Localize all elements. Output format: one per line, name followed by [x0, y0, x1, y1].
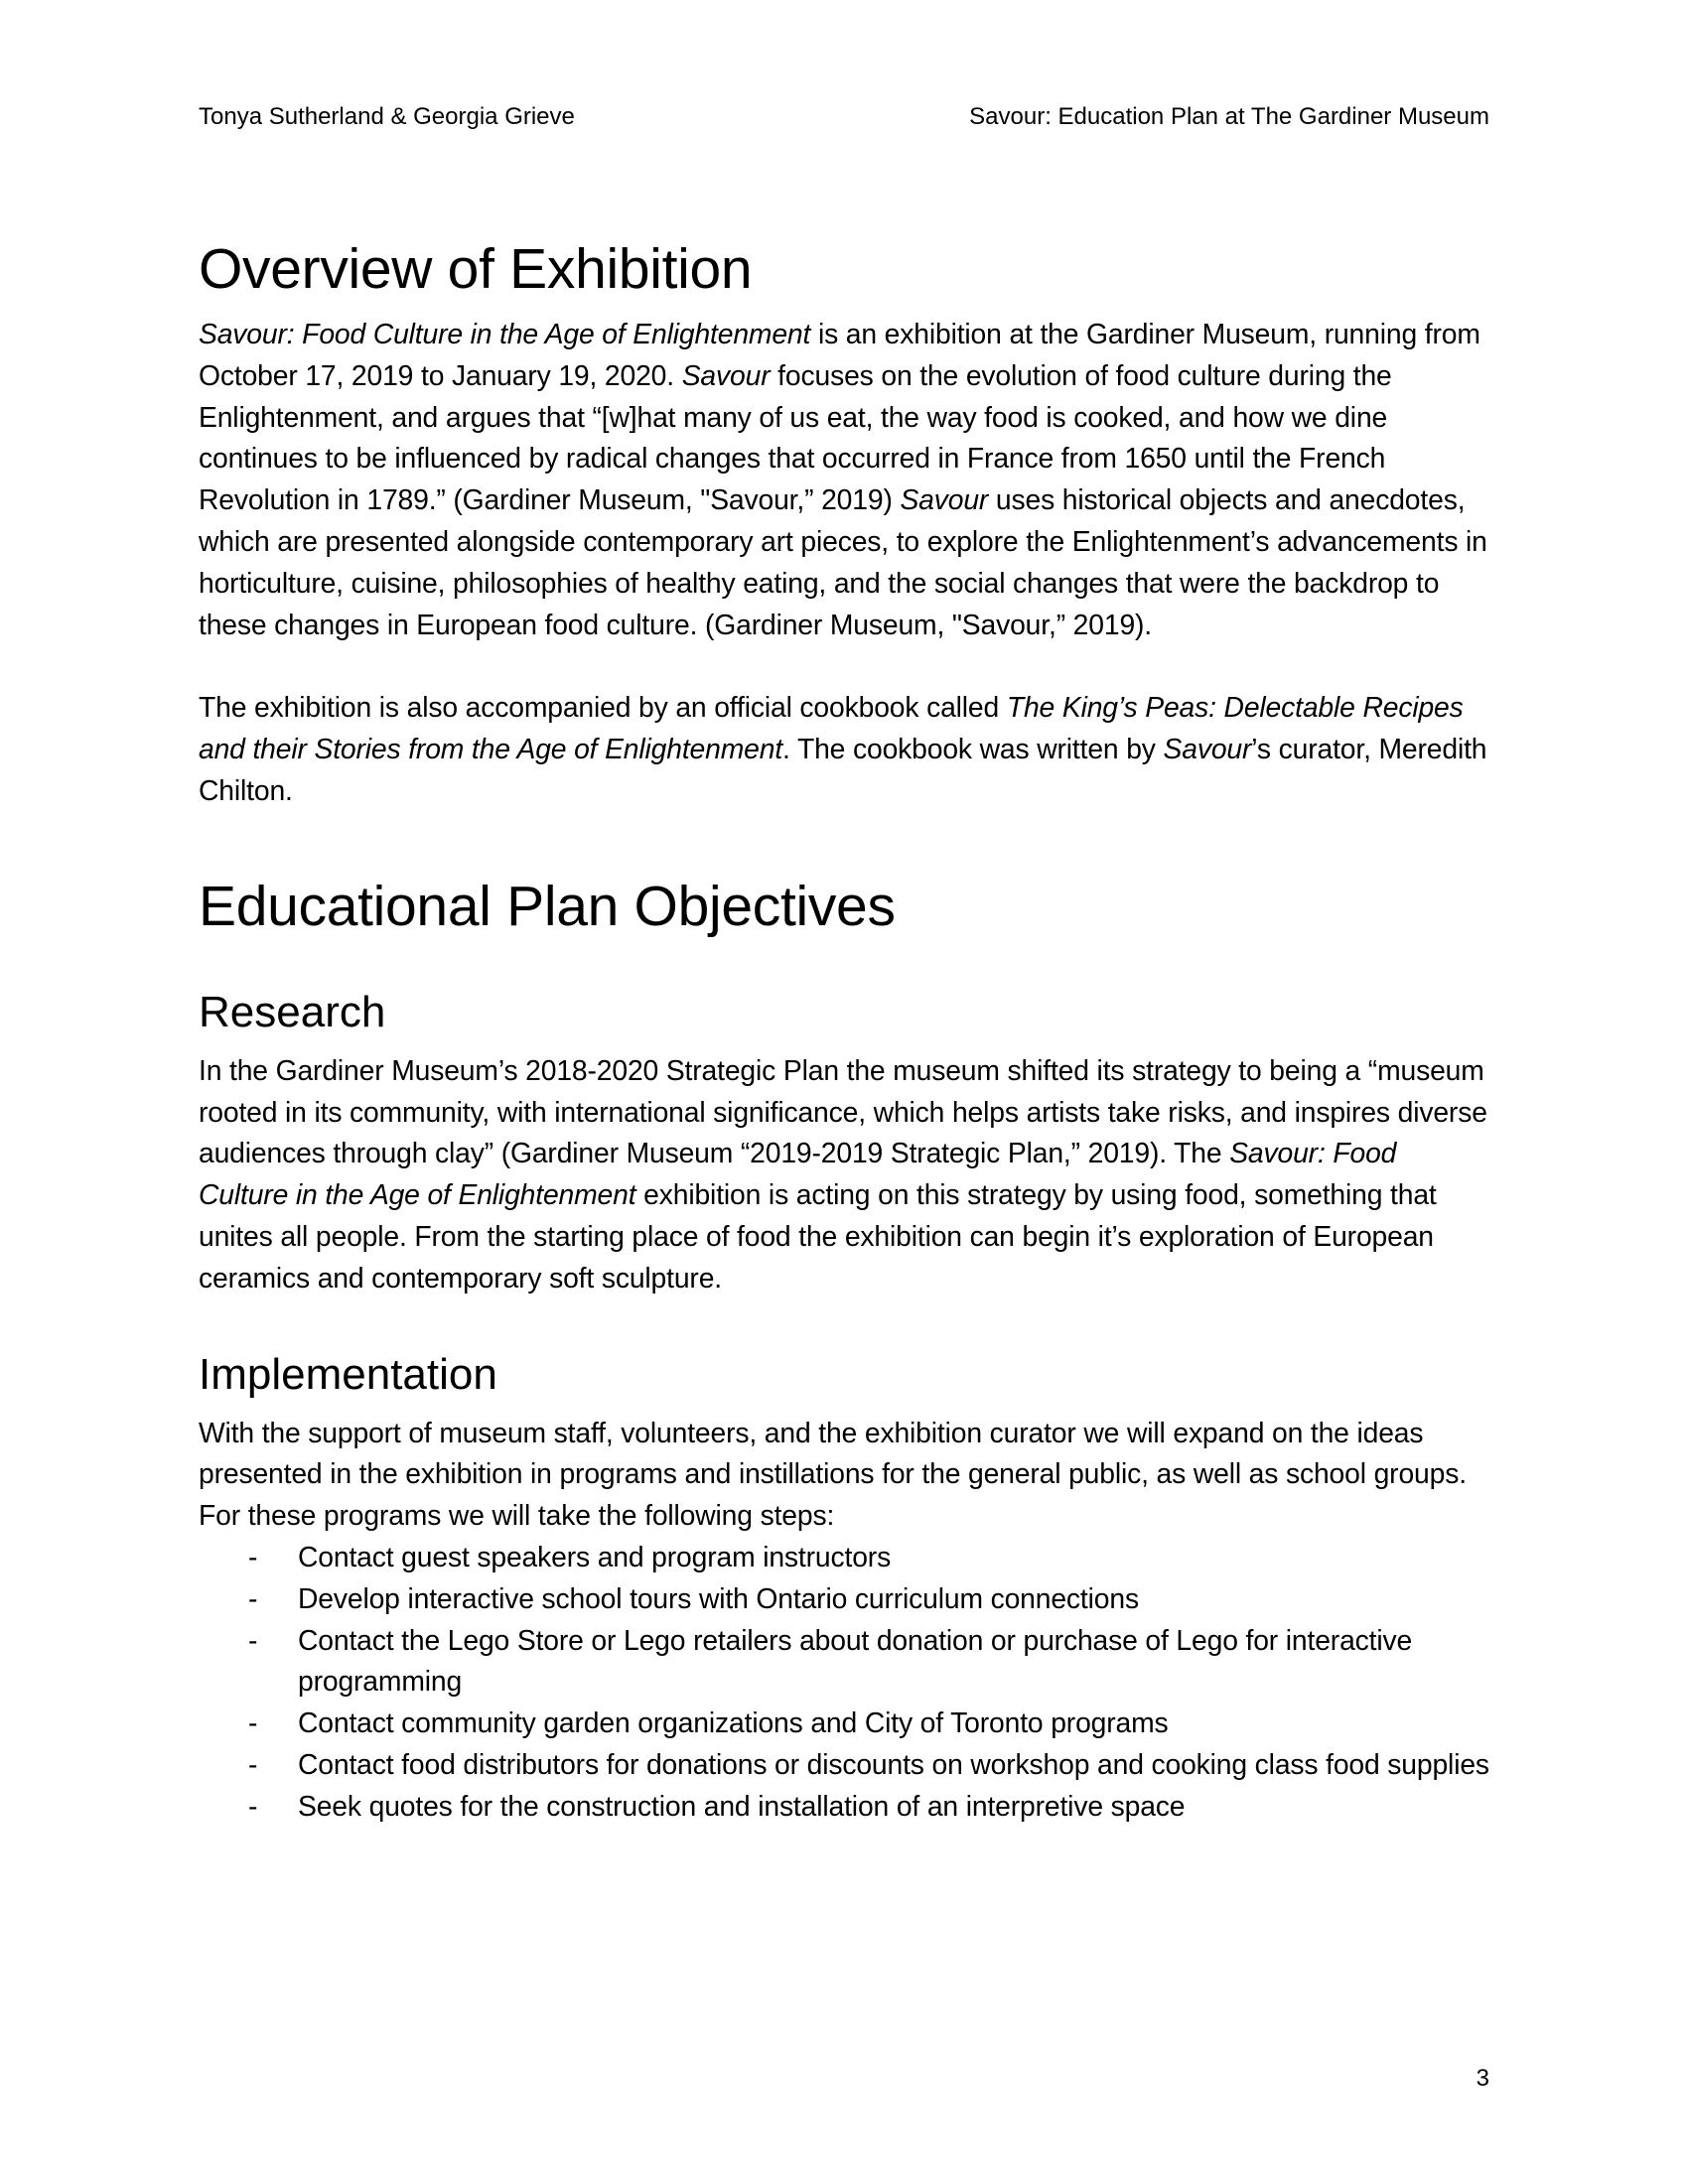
overview-text: focuses on the evolution of food culture during the Enlightenment, and argues that “[w]hat many of us eat, the way food is cooked, and how we dine continues to be influenced by radical changes that occurred in France from 1650 until the French Revolution in 1789.” (Gardiner Museum, "Savour,” 2019): [199, 358, 1392, 516]
research-text: exhibition is acting on this strategy by using food, something that unites all people. From the starting place of food the exhibition can begin it’s exploration of European ceramics and contemporary soft sculpture.: [199, 1178, 1437, 1294]
objectives-heading: Educational Plan Objectives: [199, 874, 896, 938]
step-text: Contact the Lego Store or Lego retailers about donation or purchase of Lego for interactive programming: [298, 1623, 1413, 1698]
research-text: In the Gardiner Museum’s 2018-2020 Strategic Plan the museum shifted its strategy to being a “museum rooted in its community, with international significance, which helps artists take risks, and inspires diverse audiences through clay” (Gardiner Museum “2019-2019 Strategic Plan,” 2019). The: [199, 1053, 1487, 1169]
header-authors: Tonya Sutherland & Georgia Grieve: [199, 103, 575, 130]
overview-text: is an exhibition at the Gardiner Museum, running from October 17, 2019 to January 19, 2020.: [199, 318, 1480, 391]
research-paragraph: [199, 1050, 1489, 1299]
list-item: [199, 1703, 1489, 1744]
implementation-steps-list: [199, 1537, 1489, 1828]
overview-paragraph-1: [199, 314, 1489, 645]
page-body: [199, 236, 1489, 1828]
bullet-dash: -: [248, 1540, 258, 1572]
savour-italic: Savour: [681, 358, 771, 391]
bullet-dash: -: [248, 1581, 258, 1614]
list-item: [199, 1620, 1489, 1704]
list-item: [199, 1786, 1489, 1828]
cookbook-title: The King’s Peas: Delectable Recipes and their Stories from the Age of Enlightenment: [199, 691, 1464, 765]
implementation-intro: With the support of museum staff, volunteers, and the exhibition curator we will expand on the ideas presented in the exhibition in programs and instillations for the general public, as well as school groups. For these programs we will take the following steps:: [199, 1416, 1467, 1532]
bullet-dash: -: [248, 1789, 258, 1822]
overview-heading: Overview of Exhibition: [199, 237, 753, 301]
savour-italic: Savour: [1163, 733, 1252, 765]
exhibition-title: Savour: Food Culture in the Age of Enlightenment: [199, 318, 811, 349]
step-text: Develop interactive school tours with Ontario curriculum connections: [298, 1581, 1139, 1614]
page-number: 3: [1476, 2065, 1489, 2092]
step-text: Contact food distributors for donations or discounts on workshop and cooking class food supplies: [298, 1747, 1489, 1780]
step-text: Contact community garden organizations and City of Toronto programs: [298, 1706, 1169, 1739]
step-text: Seek quotes for the construction and installation of an interpretive space: [298, 1789, 1186, 1822]
overview-text: The exhibition is also accompanied by an official cookbook called: [199, 691, 1007, 724]
bullet-dash: -: [248, 1706, 258, 1739]
exhibition-title: Savour: Food Culture in the Age of Enlightenment: [199, 1137, 1397, 1211]
list-item: [199, 1744, 1489, 1786]
step-text: Contact guest speakers and program instructors: [298, 1540, 892, 1572]
research-heading: Research: [199, 987, 386, 1036]
overview-text: . The cookbook was written by: [782, 733, 1164, 765]
overview-paragraph-2: [199, 687, 1489, 811]
savour-italic: Savour: [900, 483, 989, 516]
list-item: [199, 1578, 1489, 1620]
bullet-dash: -: [248, 1747, 258, 1780]
implementation-heading: Implementation: [199, 1349, 497, 1399]
page-header: [199, 99, 1489, 135]
overview-text: uses historical objects and anecdotes, which are presented alongside contemporary art pieces, to explore the Enlightenment’s advancements in horticulture, cuisine, philosophies of healthy eating, and the social changes that were the backdrop to these changes in European food culture. (Gardiner Museum, "Savour,” 2019).: [199, 483, 1487, 640]
overview-text: ’s curator, Meredith Chilton.: [199, 733, 1487, 806]
header-document-title: Savour: Education Plan at The Gardiner Museum: [969, 103, 1489, 130]
list-item: [199, 1537, 1489, 1578]
bullet-dash: -: [248, 1623, 258, 1656]
